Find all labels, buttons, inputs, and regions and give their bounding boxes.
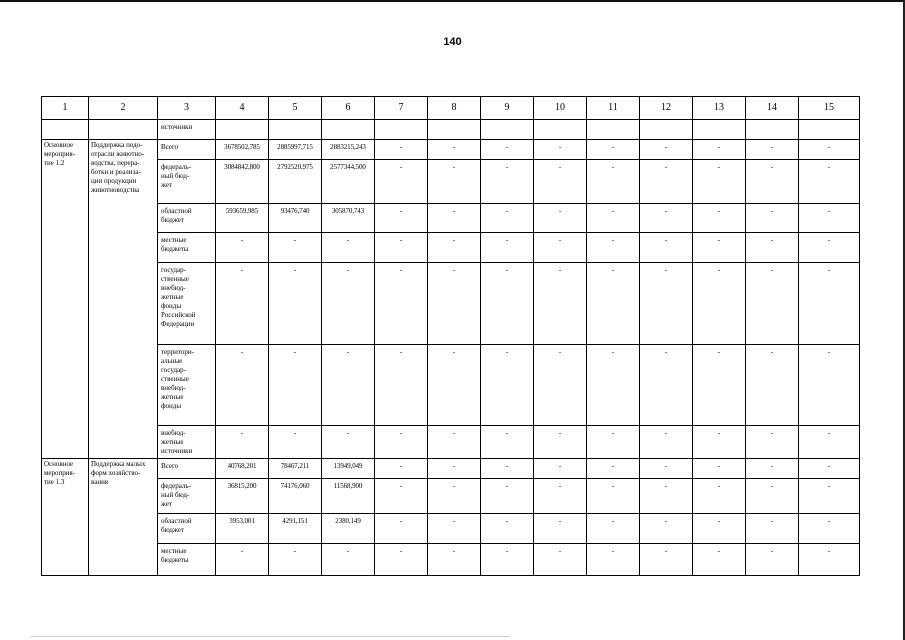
empty-value-cell: - bbox=[587, 345, 640, 426]
funding-source-cell: территори- альные государ- ственные внебюд- жетные фонды bbox=[158, 345, 216, 426]
empty-value-cell: - bbox=[587, 514, 640, 544]
empty-value-cell: - bbox=[693, 514, 746, 544]
empty-value-cell: - bbox=[428, 426, 481, 459]
empty-value-cell: - bbox=[481, 514, 534, 544]
column-header: 4 bbox=[216, 97, 269, 120]
value-cell: - bbox=[322, 426, 375, 459]
value-cell: - bbox=[269, 544, 322, 576]
empty-value-cell: - bbox=[640, 426, 693, 459]
table-row bbox=[42, 479, 860, 514]
empty-value-cell: - bbox=[375, 345, 428, 426]
value-cell: 74176,060 bbox=[269, 479, 322, 514]
empty-value-cell: - bbox=[375, 159, 428, 203]
value-cell: 593659,985 bbox=[216, 203, 269, 233]
value-cell: - bbox=[216, 345, 269, 426]
empty-value-cell: - bbox=[693, 159, 746, 203]
column-header: 13 bbox=[693, 97, 746, 120]
empty-value-cell: - bbox=[428, 345, 481, 426]
empty-value-cell: - bbox=[587, 159, 640, 203]
empty-value-cell: - bbox=[481, 345, 534, 426]
empty-value-cell: - bbox=[693, 203, 746, 233]
empty-value-cell: - bbox=[428, 479, 481, 514]
empty-value-cell: - bbox=[746, 233, 799, 263]
empty-value-cell: - bbox=[640, 345, 693, 426]
empty-value-cell: - bbox=[375, 544, 428, 576]
empty-value-cell: - bbox=[428, 544, 481, 576]
column-header: 9 bbox=[481, 97, 534, 120]
empty-value-cell: - bbox=[746, 345, 799, 426]
value-cell: 3953,001 bbox=[216, 514, 269, 544]
value-cell: - bbox=[322, 544, 375, 576]
empty-value-cell: - bbox=[587, 544, 640, 576]
value-cell: - bbox=[322, 233, 375, 263]
value-cell: 3084842,800 bbox=[216, 159, 269, 203]
empty-value-cell: - bbox=[481, 233, 534, 263]
empty-value-cell: - bbox=[693, 458, 746, 479]
empty-value-cell: - bbox=[481, 159, 534, 203]
column-header: 11 bbox=[587, 97, 640, 120]
value-cell: - bbox=[269, 233, 322, 263]
activity-name-cell: Поддержка подо- отрасли животно- водства, перера- ботки и реализа- ции продукции животноводства bbox=[89, 140, 158, 459]
empty-value-cell: - bbox=[428, 514, 481, 544]
funding-source-cell: Всего bbox=[158, 458, 216, 479]
column-header: 6 bbox=[322, 97, 375, 120]
empty-value-cell: - bbox=[799, 233, 860, 263]
budget-table bbox=[41, 96, 860, 576]
empty-value-cell: - bbox=[375, 203, 428, 233]
empty-value-cell: - bbox=[375, 479, 428, 514]
empty-value-cell: - bbox=[375, 140, 428, 159]
empty-cell bbox=[42, 119, 89, 140]
empty-value-cell: - bbox=[534, 159, 587, 203]
activity-label-cell: Основное мероприя- тие 1.2 bbox=[42, 140, 89, 459]
empty-value-cell: - bbox=[693, 140, 746, 159]
value-cell: 2792520,975 bbox=[269, 159, 322, 203]
funding-source-cell: Всего bbox=[158, 140, 216, 159]
value-cell: 78467,211 bbox=[269, 458, 322, 479]
empty-value-cell: - bbox=[428, 203, 481, 233]
value-cell: 93476,740 bbox=[269, 203, 322, 233]
empty-value-cell: - bbox=[640, 140, 693, 159]
value-cell: - bbox=[269, 263, 322, 345]
empty-value-cell: - bbox=[375, 233, 428, 263]
scan-edge-top bbox=[0, 0, 905, 2]
empty-cell bbox=[89, 119, 158, 140]
empty-value-cell: - bbox=[799, 458, 860, 479]
funding-source-cell: внебюд- жетные источники bbox=[158, 426, 216, 459]
value-cell: - bbox=[269, 426, 322, 459]
empty-value-cell: - bbox=[693, 479, 746, 514]
empty-value-cell: - bbox=[587, 458, 640, 479]
empty-value-cell: - bbox=[375, 426, 428, 459]
column-header: 15 bbox=[799, 97, 860, 120]
empty-value-cell: - bbox=[799, 345, 860, 426]
table-row bbox=[42, 345, 860, 426]
empty-value-cell: - bbox=[693, 345, 746, 426]
empty-value-cell: - bbox=[534, 426, 587, 459]
empty-value-cell: - bbox=[534, 203, 587, 233]
empty-value-cell: - bbox=[587, 479, 640, 514]
value-cell: 4291,151 bbox=[269, 514, 322, 544]
empty-value-cell: - bbox=[481, 203, 534, 233]
table-row bbox=[42, 233, 860, 263]
scan-edge-bottom bbox=[30, 636, 510, 637]
empty-value-cell: - bbox=[534, 345, 587, 426]
value-cell: - bbox=[322, 345, 375, 426]
column-number-row bbox=[42, 97, 860, 120]
empty-value-cell: - bbox=[799, 140, 860, 159]
empty-value-cell: - bbox=[799, 544, 860, 576]
empty-value-cell: - bbox=[428, 140, 481, 159]
empty-value-cell: - bbox=[746, 544, 799, 576]
empty-value-cell: - bbox=[481, 263, 534, 345]
empty-value-cell: - bbox=[428, 263, 481, 345]
empty-value-cell: - bbox=[693, 263, 746, 345]
value-cell: 40768,201 bbox=[216, 458, 269, 479]
empty-value-cell: - bbox=[534, 479, 587, 514]
empty-value-cell: - bbox=[799, 514, 860, 544]
empty-value-cell: - bbox=[746, 514, 799, 544]
value-cell: - bbox=[322, 263, 375, 345]
table-row bbox=[42, 514, 860, 544]
empty-value-cell: - bbox=[640, 263, 693, 345]
empty-value-cell: - bbox=[746, 479, 799, 514]
empty-value-cell: - bbox=[640, 159, 693, 203]
empty-value-cell: - bbox=[799, 159, 860, 203]
empty-value-cell: - bbox=[587, 263, 640, 345]
empty-value-cell: - bbox=[746, 140, 799, 159]
empty-value-cell: - bbox=[428, 159, 481, 203]
empty-value-cell: - bbox=[481, 479, 534, 514]
empty-value-cell: - bbox=[534, 458, 587, 479]
value-cell: - bbox=[269, 345, 322, 426]
empty-value-cell: - bbox=[481, 140, 534, 159]
funding-source-cell: областной бюджет bbox=[158, 203, 216, 233]
funding-source-cell: местные бюджеты bbox=[158, 233, 216, 263]
empty-value-cell: - bbox=[693, 544, 746, 576]
empty-value-cell: - bbox=[640, 479, 693, 514]
empty-value-cell: - bbox=[587, 233, 640, 263]
value-cell: - bbox=[216, 233, 269, 263]
value-cell: 2885997,715 bbox=[269, 140, 322, 159]
column-header: 5 bbox=[269, 97, 322, 120]
empty-value-cell: - bbox=[534, 233, 587, 263]
empty-value-cell: - bbox=[799, 426, 860, 459]
empty-value-cell: - bbox=[640, 458, 693, 479]
column-header: 1 bbox=[42, 97, 89, 120]
column-header: 8 bbox=[428, 97, 481, 120]
funding-source-cell: федераль- ный бюд- жет bbox=[158, 479, 216, 514]
empty-value-cell: - bbox=[428, 233, 481, 263]
value-cell: - bbox=[216, 544, 269, 576]
table-row bbox=[42, 544, 860, 576]
empty-value-cell: - bbox=[746, 159, 799, 203]
table-row-sources bbox=[42, 119, 860, 140]
empty-value-cell: - bbox=[640, 544, 693, 576]
empty-value-cell: - bbox=[799, 203, 860, 233]
empty-value-cell: - bbox=[587, 140, 640, 159]
funding-source-cell: федераль- ный бюд- жет bbox=[158, 159, 216, 203]
column-header: 12 bbox=[640, 97, 693, 120]
value-cell: 13949,049 bbox=[322, 458, 375, 479]
funding-source-cell: областной бюджет bbox=[158, 514, 216, 544]
source-label-cell: источники bbox=[158, 119, 216, 140]
column-header: 3 bbox=[158, 97, 216, 120]
value-cell: 2883215,243 bbox=[322, 140, 375, 159]
empty-value-cell: - bbox=[693, 426, 746, 459]
empty-value-cell: - bbox=[640, 514, 693, 544]
table-row bbox=[42, 458, 860, 479]
empty-value-cell: - bbox=[587, 426, 640, 459]
empty-value-cell: - bbox=[693, 233, 746, 263]
empty-value-cell: - bbox=[746, 203, 799, 233]
activity-label-cell: Основное мероприя- тие 1.3 bbox=[42, 458, 89, 575]
table-row bbox=[42, 203, 860, 233]
value-cell: 36815,200 bbox=[216, 479, 269, 514]
empty-value-cell: - bbox=[375, 458, 428, 479]
empty-value-cell: - bbox=[375, 263, 428, 345]
page-number: 140 bbox=[443, 36, 462, 48]
empty-value-cell: - bbox=[799, 263, 860, 345]
empty-value-cell: - bbox=[640, 233, 693, 263]
value-cell: - bbox=[216, 263, 269, 345]
empty-value-cell: - bbox=[481, 544, 534, 576]
table-row bbox=[42, 140, 860, 159]
column-header: 2 bbox=[89, 97, 158, 120]
value-cell: 3678502,785 bbox=[216, 140, 269, 159]
empty-value-cell: - bbox=[375, 514, 428, 544]
empty-value-cell: - bbox=[534, 140, 587, 159]
empty-value-cell: - bbox=[534, 544, 587, 576]
empty-value-cell: - bbox=[746, 426, 799, 459]
table-row bbox=[42, 263, 860, 345]
empty-value-cell: - bbox=[481, 458, 534, 479]
empty-value-cell: - bbox=[481, 426, 534, 459]
funding-source-cell: местные бюджеты bbox=[158, 544, 216, 576]
table-row bbox=[42, 159, 860, 203]
empty-value-cell: - bbox=[746, 458, 799, 479]
empty-value-cell: - bbox=[428, 458, 481, 479]
column-header: 10 bbox=[534, 97, 587, 120]
column-header: 7 bbox=[375, 97, 428, 120]
table-row bbox=[42, 426, 860, 459]
empty-value-cell: - bbox=[746, 263, 799, 345]
activity-name-cell: Поддержка малых форм хозяйство- вания bbox=[89, 458, 158, 575]
empty-value-cell: - bbox=[640, 203, 693, 233]
value-cell: 2577344,500 bbox=[322, 159, 375, 203]
empty-value-cell: - bbox=[534, 263, 587, 345]
value-cell: 2380,149 bbox=[322, 514, 375, 544]
empty-value-cell: - bbox=[799, 479, 860, 514]
empty-value-cell: - bbox=[534, 514, 587, 544]
value-cell: 11568,900 bbox=[322, 479, 375, 514]
value-cell: 305870,743 bbox=[322, 203, 375, 233]
column-header: 14 bbox=[746, 97, 799, 120]
empty-value-cell: - bbox=[587, 203, 640, 233]
funding-source-cell: государ- ственные внебюд- жетные фонды Российской Федерации bbox=[158, 263, 216, 345]
value-cell: - bbox=[216, 426, 269, 459]
